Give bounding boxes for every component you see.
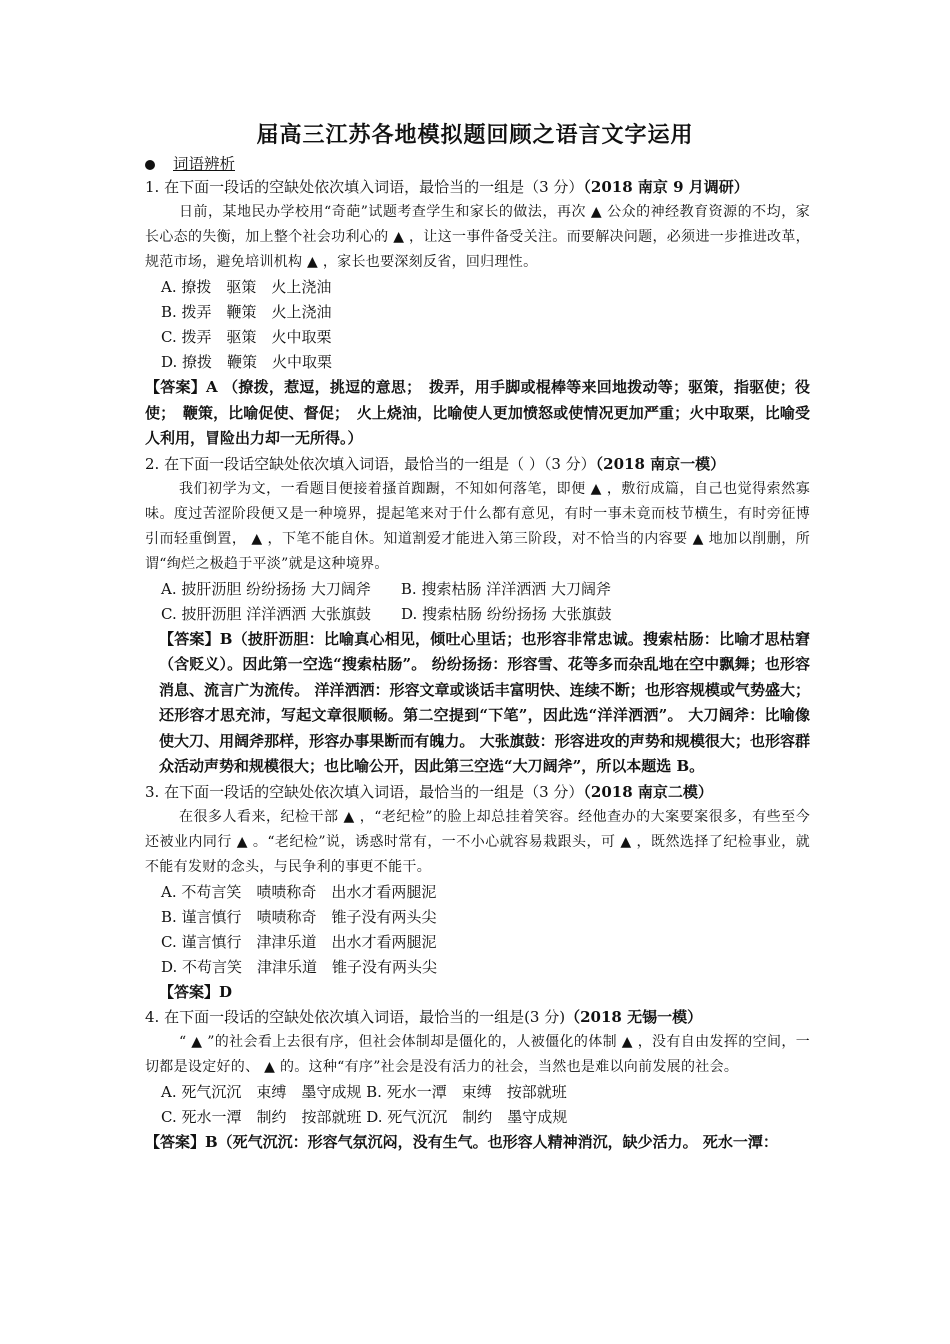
answer-text: 【答案】A （撩拨，惹逗，挑逗的意思； 拨弄，用手脚或棍棒等来回地拨动等；驱策，指驱使；役使； 鞭策，比喻促使、督促； 火上烧油，比喻使人更加愤怒或使情况更加严重；火中取栗，比喻受人利用，冒险出力却一无所得。） [145, 378, 810, 447]
option-item: B. 谨言慎行 啧啧称奇 锥子没有两头尖 [161, 907, 437, 926]
question-source: （2018 南京一模） [595, 454, 726, 473]
question-block [145, 452, 810, 780]
section-heading [145, 152, 235, 174]
question-passage: 日前，某地民办学校用“奇葩”试题考查学生和家长的做法，再次 ▲ 公众的神经教育资源的不均，家长心态的失衡，加上整个社会功利心的 ▲ ，让这一事件备受关注。而要解决问题，必须进一步推进改革，规范市场，避免培训机构 ▲ ，家长也要深刻反省，回归理性。 [145, 204, 810, 270]
question-block [145, 1005, 810, 1156]
question-source: （2018 南京 9 月调研） [583, 178, 749, 196]
section-label: 词语辨析 [173, 155, 236, 173]
option-list [145, 1080, 810, 1130]
option-item: C. 谨言慎行 津津乐道 出水才看两腿泥 [161, 932, 437, 951]
option-item: C. 披肝沥胆 洋洋洒洒 大张旗鼓 D. 搜索枯肠 纷纷扬扬 大张旗鼓 [161, 604, 612, 623]
option-item: D. 撩拨 鞭策 火中取栗 [161, 353, 333, 371]
option-item: A. 死气沉沉 束缚 墨守成规 B. 死水一潭 束缚 按部就班 [161, 1083, 567, 1101]
option-item: C. 死水一潭 制约 按部就班 D. 死气沉沉 制约 墨守成规 [161, 1108, 568, 1126]
option-item: B. 拨弄 鞭策 火上浇油 [161, 303, 332, 321]
question-stem: 1. 在下面一段话的空缺处依次填入词语，最恰当的一组是（3 分）（2018 南京 9 月调研） [145, 178, 749, 196]
option-item: A. 不苟言笑 啧啧称奇 出水才看两腿泥 [161, 882, 437, 901]
option-list [145, 880, 810, 980]
option-item: A. 撩拨 驱策 火上浇油 [161, 278, 332, 296]
answer-text: 【答案】D [159, 982, 233, 1001]
bullet-icon [145, 160, 155, 170]
page-title: 届高三江苏各地模拟题回顾之语言文字运用 [256, 123, 694, 148]
question-stem: 3. 在下面一段话的空缺处依次填入词语，最恰当的一组是（3 分）（2018 南京二模） [145, 782, 713, 801]
question-block [145, 175, 810, 452]
question-passage: 在很多人看来，纪检干部 ▲ ，“老纪检”的脸上却总挂着笑容。经他查办的大案要案很多，有些至今还被业内同行 ▲ 。“老纪检”说，诱惑时常有，一不小心就容易栽跟头，可 ▲ ，既然选择了纪检事业，就不能有发财的念头，与民争利的事更不能干。 [145, 808, 810, 875]
question-stem: 2. 在下面一段话空缺处依次填入词语，最恰当的一组是（ ）（3 分）（2018 南京一模） [145, 454, 726, 473]
question-list [145, 175, 810, 1156]
option-item: C. 拨弄 驱策 火中取栗 [161, 328, 332, 346]
option-list [145, 577, 810, 627]
question-block [145, 780, 810, 1006]
question-stem: 4. 在下面一段话的空缺处依次填入词语，最恰当的一组是(3 分)（2018 无锡一模） [145, 1008, 703, 1026]
answer-text: 【答案】B（死气沉沉：形容气氛沉闷，没有生气。也形容人精神消沉，缺少活力。 死水一潭： [145, 1133, 778, 1151]
option-list [145, 275, 810, 375]
option-item: D. 不苟言笑 津津乐道 锥子没有两头尖 [161, 957, 438, 976]
option-item: A. 披肝沥胆 纷纷扬扬 大刀阔斧 B. 搜索枯肠 洋洋洒洒 大刀阔斧 [161, 579, 612, 598]
question-passage: 我们初学为文，一看题目便接着搔首踟蹰，不知如何落笔，即便 ▲ ，敷衍成篇，自己也觉得索然寡味。度过苦涩阶段便又是一种境界，提起笔来对于什么都有意见，有时一事未竟而枝节横生，有时旁征博引而轻重倒置， ▲ ，下笔不能自休。知道割爱才能进入第三阶段，对不恰当的内容要 ▲ 地加以削删，所谓“绚烂之极趋于平淡”就是这种境界。 [145, 480, 810, 572]
question-passage: “ ▲ ”的社会看上去很有序，但社会体制却是僵化的，人被僵化的体制 ▲ ，没有自由发挥的空间，一切都是设定好的、 ▲ 的。这种“有序”社会是没有活力的社会，当然也是难以向前发展的社会。 [145, 1034, 810, 1075]
question-source: （2018 无锡一模） [565, 1008, 703, 1026]
answer-text: 【答案】B（披肝沥胆：比喻真心相见，倾吐心里话；也形容非常忠诚。搜索枯肠：比喻才思枯窘（含贬义）。因此第一空选“搜索枯肠”。 纷纷扬扬：形容雪、花等多而杂乱地在空中飘舞；也形容消息、流言广为流传。 洋洋洒洒：形容文章或谈话丰富明快、连续不断；也形容规模或气势盛大；还形容才思充沛，写起文章很顺畅。第二空提到“下笔”，因此选“洋洋洒洒”。 大刀阔斧：比喻像使大刀、用阔斧那样，形容办事果断而有魄力。 大张旗鼓：形容进攻的声势和规模很大；也形容群众活动声势和规模很大；也比喻公开，因此第三空选“大刀阔斧”，所以本题选 B。 [159, 629, 810, 775]
question-source: （2018 南京二模） [583, 782, 713, 801]
